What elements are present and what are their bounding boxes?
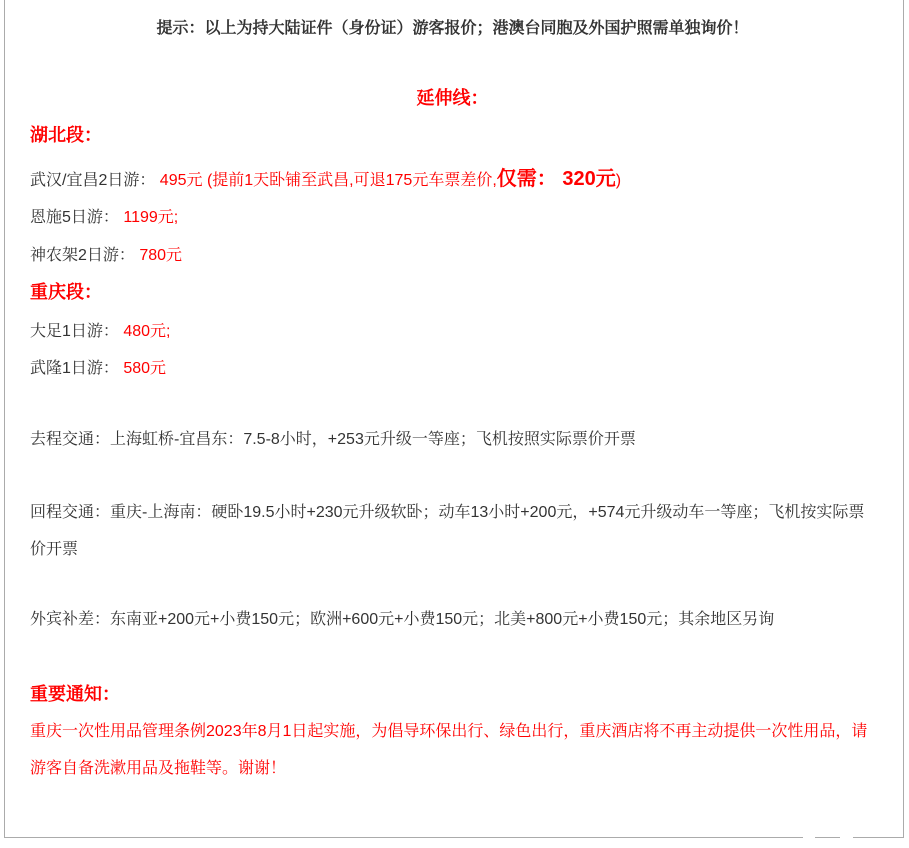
top-notice-text: 提示：以上为持大陆证件（身份证）游客报价；港澳台同胞及外国护照需单独询价！ <box>156 20 749 37</box>
tour-label: 武汉/宜昌2日游： <box>30 172 156 189</box>
page-border-right <box>903 0 904 838</box>
page-border-left <box>4 0 5 838</box>
page-border-bottom-segment <box>853 837 903 838</box>
tour-price: 1199元; <box>118 209 179 226</box>
tour-label: 神农架2日游： <box>30 247 135 264</box>
tour-label: 武隆1日游： <box>30 360 119 377</box>
chongqing-section-title: 重庆段： <box>30 282 102 302</box>
tour-price: 580元 <box>118 360 167 377</box>
foreign-guest-surcharge-info: 外宾补差：东南亚+200元+小费150元；欧洲+600元+小费150元；北美+800元+小费150元；其余地区另询 <box>30 611 775 628</box>
tour-price-suffix: ) <box>615 172 622 189</box>
tour-line-dazu <box>30 313 875 350</box>
tour-price-highlight: 仅需： 320元 <box>496 168 616 190</box>
page-border-bottom-segment <box>4 837 803 838</box>
tour-price: 495元 (提前1天卧铺至武昌,可退175元车票差价, <box>155 172 497 189</box>
tour-price: 480元; <box>118 323 171 340</box>
tour-line-wulong <box>30 350 875 387</box>
extension-line-title: 延伸线： <box>416 88 489 108</box>
hubei-section-title: 湖北段： <box>30 125 102 145</box>
tour-line-enshi <box>30 199 875 236</box>
outbound-transport-info: 去程交通：上海虹桥-宜昌东：7.5-8小时，+253元升级一等座；飞机按照实际票价开票 <box>30 431 636 448</box>
important-notice-body: 重庆一次性用品管理条例2023年8月1日起实施，为倡导环保出行、绿色出行，重庆酒店将不再主动提供一次性用品，请游客自备洗漱用品及拖鞋等。谢谢！ <box>30 723 868 777</box>
tour-label: 恩施5日游： <box>30 209 119 226</box>
tour-price: 780元 <box>134 247 183 264</box>
tour-label: 大足1日游： <box>30 323 119 340</box>
return-transport-info: 回程交通：重庆-上海南：硬卧19.5小时+230元升级软卧；动车13小时+200元，+574元升级动车一等座；飞机按实际票价开票 <box>30 504 865 558</box>
tour-line-wuhan-yichang <box>30 161 875 199</box>
page-border-bottom-segment <box>815 837 840 838</box>
tour-line-shennongjia <box>30 237 875 274</box>
important-notice-title: 重要通知： <box>30 684 120 704</box>
